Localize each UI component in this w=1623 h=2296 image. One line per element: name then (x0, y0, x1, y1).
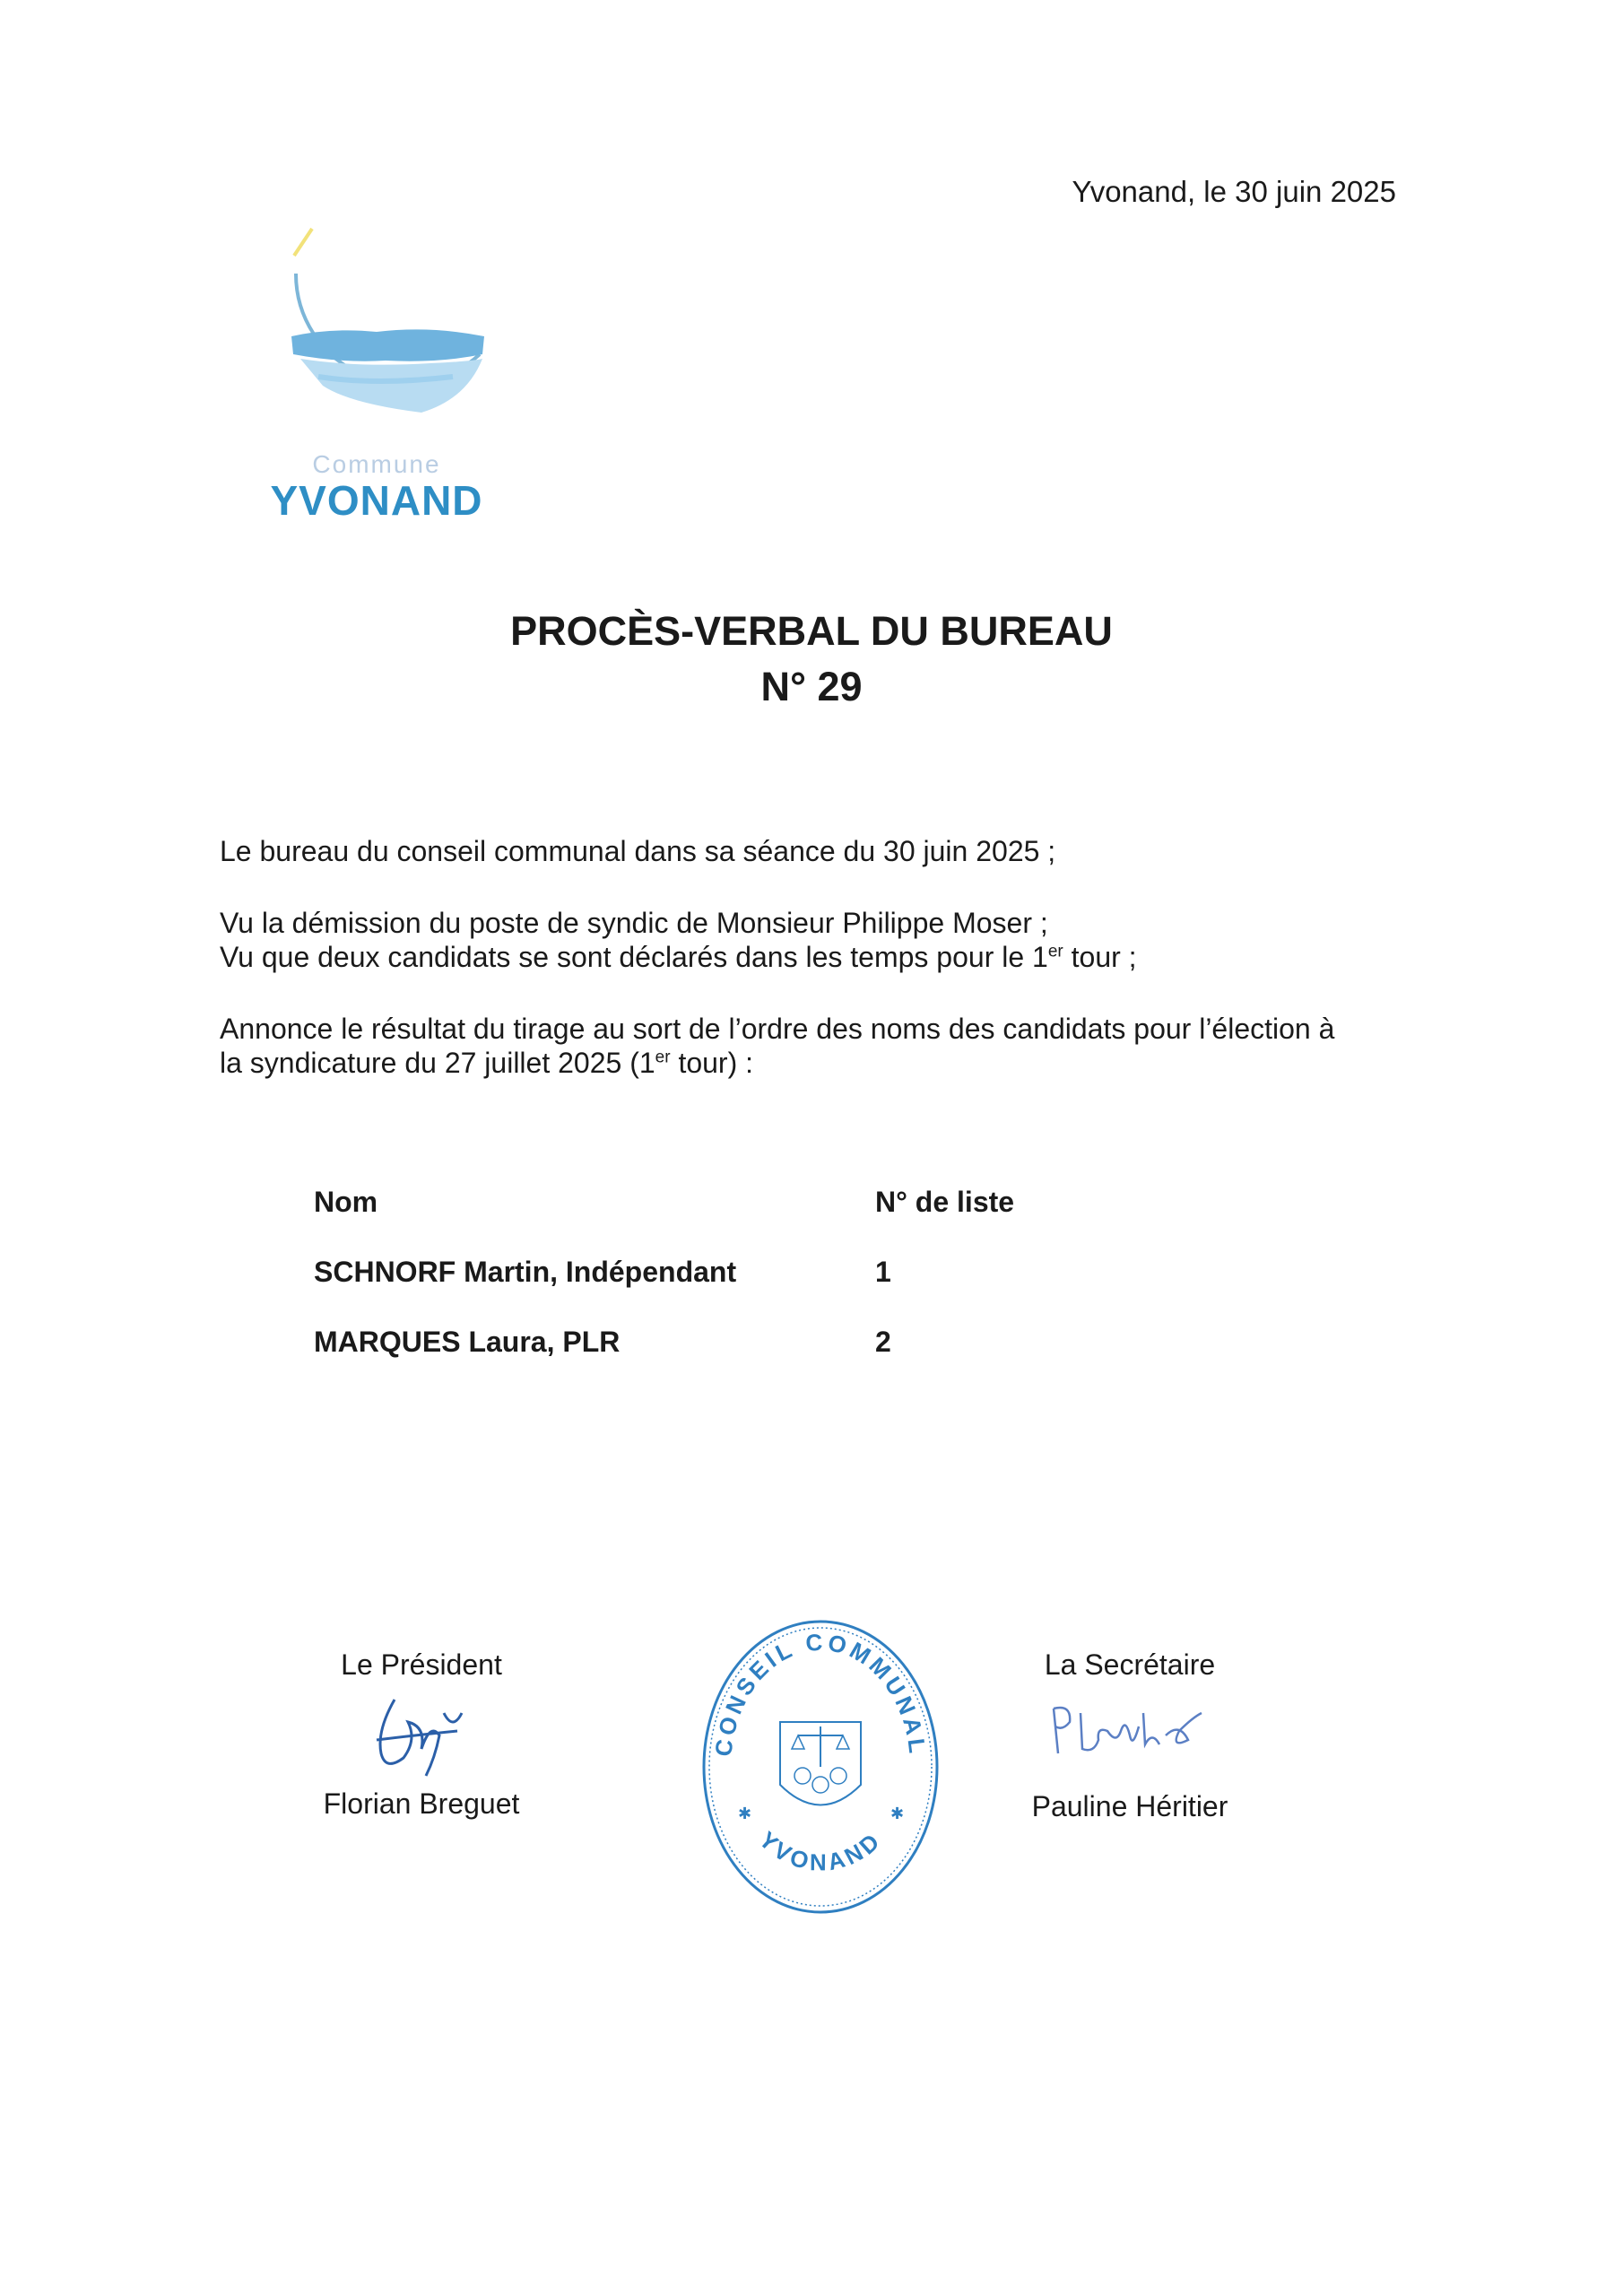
candidates-table (314, 1186, 1121, 1396)
stamp-seal (695, 1614, 946, 1919)
secretary-role: La Secrétaire (1044, 1648, 1216, 1681)
stamp-text-top: CONSEIL COMMUNAL (709, 1628, 932, 1759)
paragraph-annonce-line1: Annonce le résultat du tirage au sort de l’ordre des noms des candidats pour l’élection à (220, 1013, 1335, 1045)
document-title: PROCÈS-VERBAL DU BUREAU (510, 608, 1113, 654)
paragraph-seance-text: Le bureau du conseil communal dans sa séance du 30 juin 2025 ; (220, 835, 1056, 867)
paragraph-vu (220, 906, 1412, 974)
stamp-star-icon: ✱ (890, 1805, 905, 1822)
table-row (314, 1256, 1121, 1326)
president-name: Florian Breguet (323, 1787, 520, 1820)
paragraph-annonce (220, 1012, 1412, 1080)
stamp-star-icon: ✱ (738, 1805, 752, 1822)
president-signature (341, 1686, 502, 1785)
candidate-name: MARQUES Laura, PLR (314, 1326, 621, 1358)
paragraph-vu-demission: Vu la démission du poste de syndic de Monsieur Philippe Moser ; (220, 907, 1048, 939)
table-row (314, 1326, 1121, 1396)
header-numero-liste: N° de liste (875, 1186, 1015, 1218)
header-nom: Nom (314, 1186, 378, 1218)
logo-emblem (251, 220, 502, 444)
document-number: N° 29 (760, 664, 863, 709)
stamp-text-bottom: YVONAND (753, 1825, 888, 1876)
president-role: Le Président (341, 1648, 502, 1681)
candidate-list-number: 2 (875, 1326, 891, 1358)
svg-text:YVONAND (754, 1826, 887, 1876)
paragraph-vu-candidats: Vu que deux candidats se sont déclarés dans les temps pour le 1er tour ; (220, 941, 1137, 973)
candidate-list-number: 1 (875, 1256, 891, 1288)
paragraph-annonce-line2: la syndicature du 27 juillet 2025 (1er tour) : (220, 1047, 754, 1079)
secretary-signature (1045, 1691, 1206, 1789)
paragraph-seance (220, 834, 1412, 868)
secretary-name: Pauline Héritier (1031, 1790, 1228, 1822)
table-header-row (314, 1186, 1121, 1256)
official-stamp (695, 1614, 946, 1919)
commune-logo (251, 220, 502, 529)
document-date: Yvonand, le 30 juin 2025 (1072, 175, 1396, 208)
logo-label-yvonand: YVONAND (270, 477, 483, 524)
logo-label-commune: Commune (312, 450, 441, 478)
candidate-name: SCHNORF Martin, Indépendant (314, 1256, 737, 1288)
